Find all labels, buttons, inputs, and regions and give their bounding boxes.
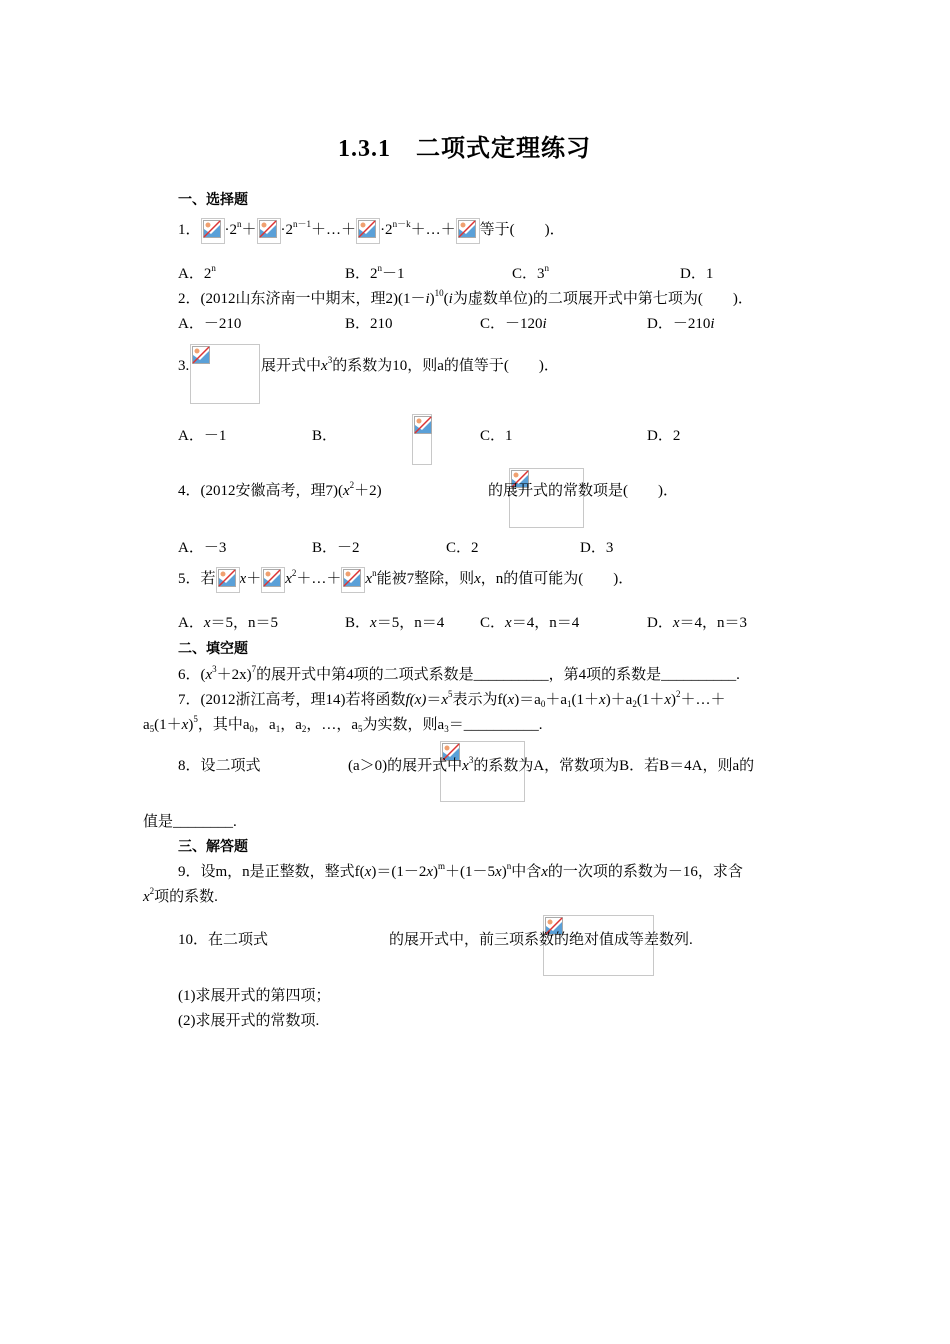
q2-option-c: C．－120i <box>480 316 547 332</box>
q1-option-d: D．1 <box>680 266 714 282</box>
question-8-line-2: 值是________. <box>143 814 237 830</box>
broken-image-icon <box>414 416 432 434</box>
question-6: 6．$(x^3+2x)^7$的展开式中第4项的二项式系数是__________，第4项的系数是__________. <box>178 664 740 683</box>
question-4: 4．(2012安徽高考，理$7)(x^2+2)$ <box>178 480 382 499</box>
q2-option-a: A．－210 <box>178 316 242 332</box>
q2-option-b: B．210 <box>345 316 393 332</box>
q1-option-a: A．2$^n$ <box>178 263 216 282</box>
q3-option-d: D．2 <box>647 428 681 444</box>
q3-option-b: B． <box>312 428 338 444</box>
q5-option-b: B．x＝5，n＝4 <box>345 615 445 631</box>
broken-image-icon <box>343 569 361 587</box>
formula-image <box>190 344 260 404</box>
formula-image <box>261 567 285 593</box>
broken-image-icon <box>358 220 376 238</box>
question-7: 7．(2012浙江高考，理14)若将函数$f(x)=x^5$表示为$f(x)=a_0+a_1(1+x)+a_2(1+x)^2+\dots+$ <box>178 689 726 709</box>
q1-option-b: B．$2^n-1$ <box>345 263 405 282</box>
formula-image <box>216 567 240 593</box>
question-1: 1． $\cdot 2^n+$ $\cdot 2^{n-1}+\dots+$ $\cdot 2^{n-k}+\dots+$ 等于( )． <box>178 217 565 244</box>
broken-image-icon <box>259 220 277 238</box>
q5-option-c: C．x＝4，n＝4 <box>480 615 580 631</box>
q4-option-b: B．－2 <box>312 540 360 556</box>
q2-option-d: D．－210i <box>647 316 715 332</box>
question-9-line-2: $x^2$项的系数. <box>143 886 218 905</box>
q4-option-d: D．3 <box>580 540 614 556</box>
question-10-tail: 的展开式中，前三项系数的绝对值成等差数列. <box>389 932 693 948</box>
question-8: 8．设二项式 <box>178 758 261 774</box>
q1-option-c: C．3$^n$ <box>512 263 550 282</box>
question-10-part-2: (2)求展开式的常数项. <box>178 1013 320 1029</box>
broken-image-icon <box>192 346 210 364</box>
question-5: 5．若 x＋ $x^2+\dots+$ $x^n$能被7整除，则x，n的值可能为( )． <box>178 566 633 593</box>
formula-image <box>257 218 281 244</box>
question-3: 展开式中$x^3$的系数为10，则a的值等于( )． <box>261 355 559 374</box>
question-8-tail: (a＞0)的展开式中$x^3$的系数为A，常数项为B．若B＝4A，则a的 <box>348 755 755 774</box>
formula-image <box>201 218 225 244</box>
q3-option-a: A．－1 <box>178 428 227 444</box>
section-heading-choice: 一、选择题 <box>178 192 248 208</box>
broken-image-icon <box>218 569 236 587</box>
page-title: 1.3.1 二项式定理练习 <box>338 136 591 162</box>
q4-option-c: C．2 <box>446 540 479 556</box>
q4-option-a: A．－3 <box>178 540 227 556</box>
question-7-line-2: $a_5(1+x)^5$，其中$a_0$，$a_1$，$a_2$，…，$a_5$为实数，则$a_3=\_\_\_\_\_\_\_\_\_\_$. <box>143 714 543 734</box>
broken-image-icon <box>263 569 281 587</box>
q5-option-a: A．x＝5，n＝5 <box>178 615 279 631</box>
broken-image-icon <box>203 220 221 238</box>
question-9: 9．设m，n是正整数，整式$f(x)=(1-2x)^m+(1-5x)^n$中含x的一次项的系数为－16，求含 <box>178 861 743 880</box>
question-4-tail: 的展开式的常数项是( )． <box>488 483 678 499</box>
formula-image <box>412 414 432 465</box>
question-3-number: 3. <box>178 358 190 374</box>
formula-image <box>456 218 480 244</box>
broken-image-icon <box>458 220 476 238</box>
section-heading-fill: 二、填空题 <box>178 641 248 657</box>
question-2: 2．(2012山东济南一中期末，理$2)(1-i)^{10}(i$为虚数单位)的二项展开式中第七项为( )． <box>178 288 753 307</box>
q5-option-d: D．x＝4，n＝3 <box>647 615 748 631</box>
q3-option-c: C．1 <box>480 428 513 444</box>
question-10: 10．在二项式 <box>178 932 269 948</box>
section-heading-answer: 三、解答题 <box>178 839 248 855</box>
formula-image <box>356 218 380 244</box>
formula-image <box>341 567 365 593</box>
question-10-part-1: (1)求展开式的第四项； <box>178 988 331 1004</box>
